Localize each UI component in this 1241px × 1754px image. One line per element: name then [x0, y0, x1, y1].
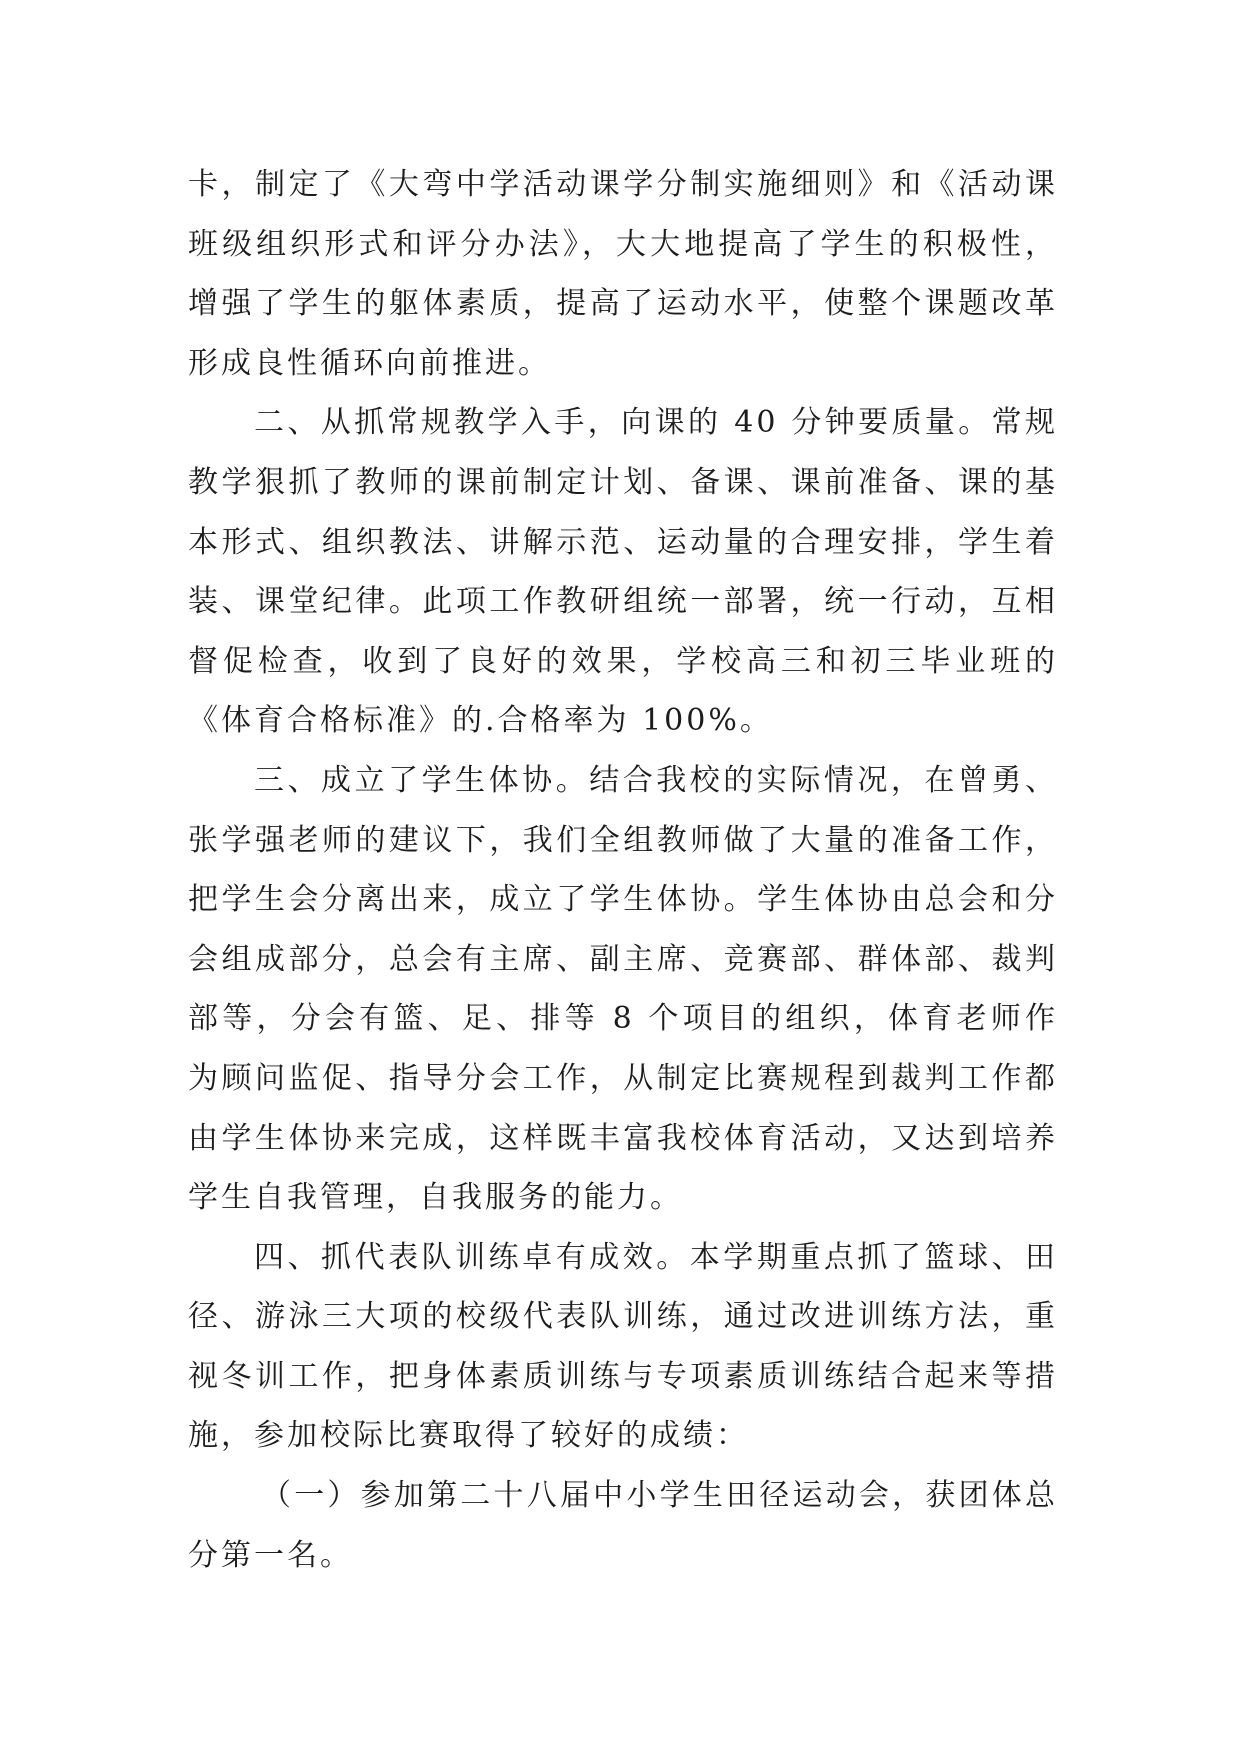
- paragraph-subitem-one: （一）参加第二十八届中小学生田径运动会，获团体总分第一名。: [188, 1478, 1058, 1573]
- paragraph-section-two: 二、从抓常规教学入手，向课的 40 分钟要质量。常规教学狠抓了教师的课前制定计划、备课、课前准备、课的基本形式、组织教法、讲解示范、运动量的合理安排，学生着装、课堂纪律。此项工作教研组统一部署，统一行动，互相督促检查，收到了良好的效果，学校高三和初三毕业班的《体育合格标准》的.合格率为 100%。: [188, 405, 1058, 739]
- document-page: [188, 155, 1058, 1585]
- paragraph-continuation: 卡，制定了《大弯中学活动课学分制实施细则》和《活动课班级组织形式和评分办法》，大大地提高了学生的积极性，增强了学生的躯体素质，提高了运动水平，使整个课题改革形成良性循环向前推进。: [188, 167, 1058, 381]
- paragraph-section-three: 三、成立了学生体协。结合我校的实际情况，在曾勇、张学强老师的建议下，我们全组教师做了大量的准备工作，把学生会分离出来，成立了学生体协。学生体协由总会和分会组成部分，总会有主席、副主席、竞赛部、群体部、裁判部等，分会有篮、足、排等 8 个项目的组织，体育老师作为顾问监促、指导分会工作，从制定比赛规程到裁判工作都由学生体协来完成，这样既丰富我校体育活动，又达到培养学生自我管理，自我服务的能力。: [188, 762, 1058, 1216]
- paragraph-section-four: 四、抓代表队训练卓有成效。本学期重点抓了篮球、田径、游泳三大项的校级代表队训练，通过改进训练方法，重视冬训工作，把身体素质训练与专项素质训练结合起来等措施，参加校际比赛取得了较好的成绩：: [188, 1239, 1058, 1454]
